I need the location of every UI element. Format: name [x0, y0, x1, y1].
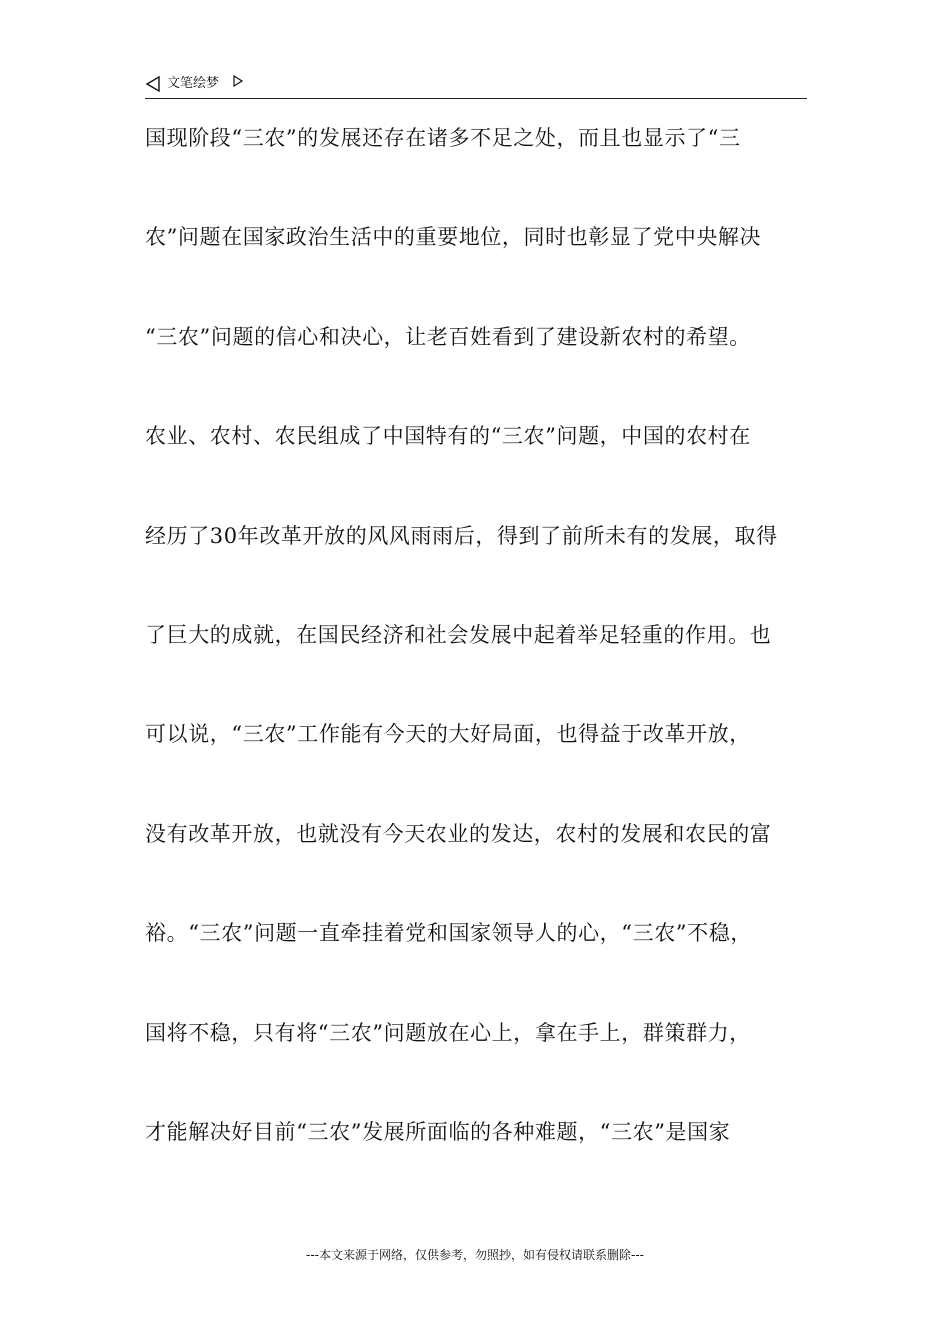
page-header	[145, 74, 807, 99]
text-line: 才能解决好目前“三农”发展所面临的各种难题，“三农”是国家	[145, 1119, 731, 1144]
text-line: 可以说，“三农”工作能有今天的大好局面，也得益于改革开放，	[145, 722, 751, 747]
text-line: 经历了30年改革开放的风风雨雨后，得到了前所未有的发展，取得	[145, 523, 778, 548]
text-line: 没有改革开放，也就没有今天农业的发达，农村的发展和农民的富	[145, 821, 772, 846]
text-line: 农业、农村、农民组成了中国特有的“三农”问题，中国的农村在	[145, 424, 751, 449]
text-line: “三农”问题的信心和决心，让老百姓看到了建设新农村的希望。	[145, 324, 751, 349]
text-line: 裕。“三农”问题一直牵挂着党和国家领导人的心，“三农”不稳，	[145, 921, 752, 946]
text-line: 国将不稳，只有将“三农”问题放在心上，拿在手上，群策群力，	[145, 1020, 751, 1045]
text-line: 国现阶段“三农”的发展还存在诸多不足之处，而且也显示了“三	[145, 126, 741, 150]
document-body	[145, 120, 825, 1213]
brand-title: 文笔绘梦	[167, 76, 220, 91]
text-line: 了巨大的成就，在国民经济和社会发展中起着举足轻重的作用。也	[145, 622, 772, 647]
text-line: 农”问题在国家政治生活中的重要地位，同时也彰显了党中央解决	[145, 225, 762, 250]
left-triangle-icon	[145, 76, 161, 92]
right-triangle-icon	[233, 75, 243, 87]
footer-notice: ---本文来源于网络，仅供参考，勿照抄，如有侵权请联系删除---	[306, 1248, 644, 1262]
